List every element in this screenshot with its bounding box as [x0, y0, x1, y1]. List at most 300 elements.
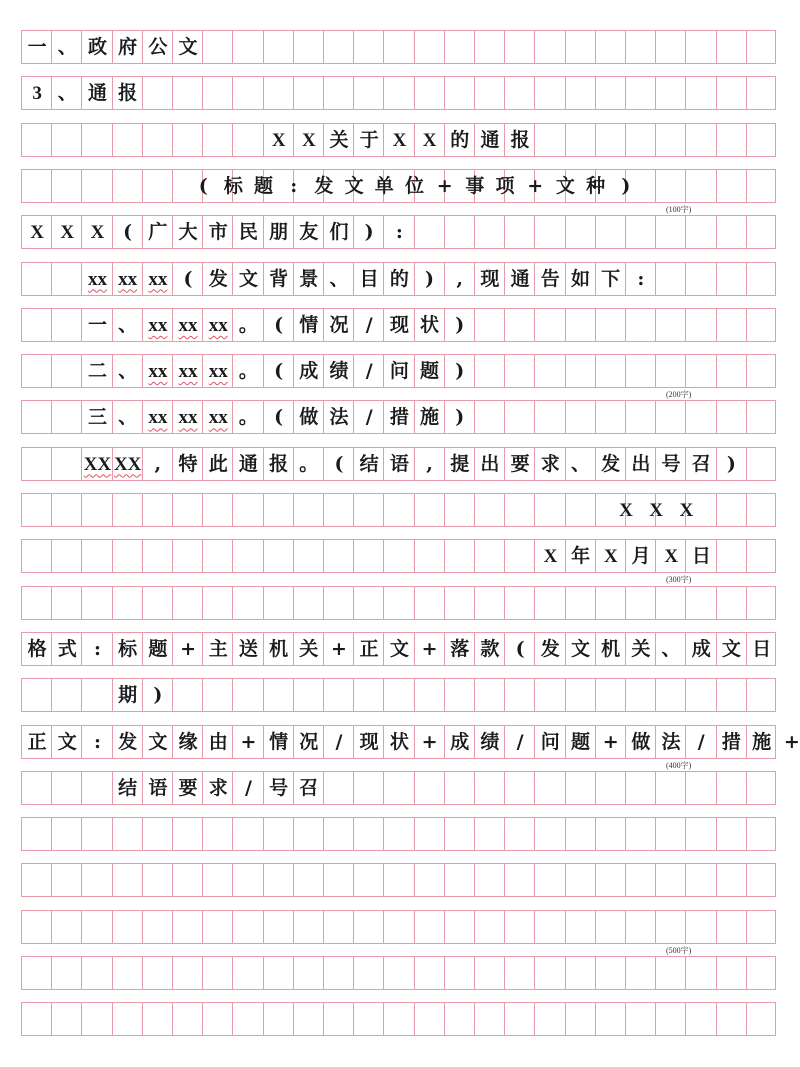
- grid-char: X: [603, 546, 618, 568]
- grid-char: 发: [601, 452, 621, 475]
- grid-cell: [656, 401, 686, 433]
- grid-cell: [475, 216, 505, 248]
- grid-cell: [52, 587, 82, 619]
- grid-cell: [82, 957, 112, 989]
- grid-cell: [294, 1003, 324, 1035]
- grid-char: 做: [631, 730, 651, 753]
- grid-char: 发: [314, 174, 334, 197]
- grid-char: :: [290, 174, 298, 197]
- grid-cell: [384, 540, 414, 572]
- grid-cell: [626, 587, 656, 619]
- grid-char: (: [334, 452, 344, 475]
- grid-cell: [82, 818, 112, 850]
- grid-cell: [22, 448, 52, 480]
- grid-char: 关: [329, 128, 349, 151]
- grid-char: 机: [269, 637, 289, 660]
- grid-cell: [686, 355, 716, 387]
- grid-char: 的: [450, 128, 470, 151]
- grid-char: /: [335, 730, 343, 753]
- grid-char: /: [697, 730, 705, 753]
- grid-cell: [203, 77, 233, 109]
- grid-cell: [354, 31, 384, 63]
- grid-cell: [384, 1003, 414, 1035]
- grid-char: 特: [178, 452, 198, 475]
- grid-cell: [173, 494, 203, 526]
- grid-cell: [415, 772, 445, 804]
- grid-cell: [22, 679, 52, 711]
- grid-cell: [82, 124, 112, 156]
- grid-cell: [354, 540, 384, 572]
- grid-cell: [22, 124, 52, 156]
- grid-cell: [535, 587, 565, 619]
- grid-cell: [596, 818, 626, 850]
- grid-row: [21, 863, 776, 897]
- grid-char: 下: [601, 267, 621, 290]
- grid-cell: [566, 401, 596, 433]
- grid-cell: [445, 818, 475, 850]
- grid-char: 机: [601, 637, 621, 660]
- grid-cell: [52, 1003, 82, 1035]
- grid-char: 现: [480, 267, 500, 290]
- grid-cell: [535, 494, 565, 526]
- grid-cell: [22, 401, 52, 433]
- grid-cell: [384, 911, 414, 943]
- grid-char: 年: [571, 545, 591, 568]
- grid-cell: [566, 31, 596, 63]
- grid-cell: [233, 818, 263, 850]
- grid-char: (: [274, 406, 284, 429]
- grid-char: 施: [420, 406, 440, 429]
- grid-char: 文: [57, 730, 77, 753]
- grid-cell: [535, 216, 565, 248]
- grid-char: 现: [359, 730, 379, 753]
- text-line: [264, 124, 536, 156]
- text-line: [22, 77, 143, 109]
- grid-cell: [294, 864, 324, 896]
- grid-char: xx: [148, 407, 168, 429]
- grid-cell: [384, 31, 414, 63]
- grid-char: 问: [540, 730, 560, 753]
- grid-char: 结: [118, 776, 138, 799]
- grid-cell: [384, 772, 414, 804]
- grid-char: 关: [631, 637, 651, 660]
- grid-char: X: [392, 129, 407, 151]
- grid-char: 、: [118, 406, 138, 429]
- grid-cell: [22, 263, 52, 295]
- grid-row: [21, 956, 776, 990]
- grid-cell: [475, 309, 505, 341]
- grid-cell: [233, 679, 263, 711]
- grid-cell: [354, 494, 384, 526]
- grid-cell: [535, 401, 565, 433]
- grid-char: 种: [586, 174, 606, 197]
- grid-cell: [143, 587, 173, 619]
- grid-char: xx: [208, 314, 228, 336]
- grid-cell: [475, 1003, 505, 1035]
- grid-char: 报: [269, 452, 289, 475]
- grid-char: 格: [27, 637, 47, 660]
- grid-cell: [52, 772, 82, 804]
- grid-cell: [535, 772, 565, 804]
- grid-cell: [52, 124, 82, 156]
- grid-cell: [566, 216, 596, 248]
- word-count-note: (500字): [666, 945, 692, 955]
- grid-cell: [82, 494, 112, 526]
- grid-cell: [143, 957, 173, 989]
- grid-char: 月: [631, 545, 651, 568]
- grid-char: 由: [208, 730, 228, 753]
- grid-char: 文: [148, 730, 168, 753]
- grid-cell: [415, 216, 445, 248]
- grid-cell: [264, 911, 294, 943]
- grid-cell: [717, 355, 747, 387]
- grid-cell: [505, 31, 535, 63]
- grid-cell: [656, 170, 686, 202]
- grid-cell: [324, 818, 354, 850]
- grid-char: 施: [752, 730, 772, 753]
- grid-cell: [324, 1003, 354, 1035]
- grid-char: 发: [208, 267, 228, 290]
- grid-char: 出: [631, 452, 651, 475]
- grid-cell: [596, 587, 626, 619]
- grid-cell: [52, 540, 82, 572]
- grid-cell: [686, 679, 716, 711]
- grid-char: 单: [374, 174, 394, 197]
- grid-cell: [656, 864, 686, 896]
- grid-cell: [656, 818, 686, 850]
- grid-char: 号: [269, 776, 289, 799]
- grid-cell: [445, 540, 475, 572]
- grid-row: [21, 493, 776, 527]
- grid-row: [21, 447, 776, 481]
- grid-cell: [445, 911, 475, 943]
- grid-cell: [294, 587, 324, 619]
- grid-cell: [113, 587, 143, 619]
- grid-char: 文: [178, 36, 198, 58]
- grid-cell: [354, 77, 384, 109]
- grid-cell: [233, 1003, 263, 1035]
- grid-cell: [475, 818, 505, 850]
- grid-cell: [143, 864, 173, 896]
- grid-char: +: [240, 730, 257, 753]
- text-line: [188, 170, 641, 202]
- text-line: [113, 772, 324, 804]
- grid-char: 事: [465, 174, 485, 197]
- grid-char: 、: [57, 82, 77, 105]
- grid-char: 正: [359, 637, 379, 660]
- grid-cell: [445, 1003, 475, 1035]
- grid-cell: [535, 124, 565, 156]
- grid-cell: [384, 864, 414, 896]
- grid-cell: [415, 679, 445, 711]
- grid-cell: [52, 401, 82, 433]
- grid-char: 位: [404, 174, 424, 197]
- word-count-note: (100字): [666, 204, 692, 214]
- grid-char: 召: [691, 452, 711, 475]
- grid-cell: [656, 263, 686, 295]
- grid-row: [21, 678, 776, 712]
- grid-cell: [686, 124, 716, 156]
- grid-cell: [203, 587, 233, 619]
- grid-cell: [475, 31, 505, 63]
- grid-cell: [173, 77, 203, 109]
- grid-char: 情: [269, 730, 289, 753]
- grid-char: 报: [118, 82, 138, 105]
- grid-cell: [717, 77, 747, 109]
- grid-cell: [717, 216, 747, 248]
- grid-char: 要: [510, 452, 530, 475]
- grid-cell: [596, 77, 626, 109]
- grid-char: xx: [208, 361, 228, 383]
- grid-cell: [596, 679, 626, 711]
- grid-char: X: [679, 500, 694, 521]
- grid-char: ): [364, 221, 374, 244]
- grid-char: 标: [118, 637, 138, 660]
- grid-cell: [203, 124, 233, 156]
- grid-row: [21, 123, 776, 157]
- grid-cell: [686, 911, 716, 943]
- grid-cell: [354, 772, 384, 804]
- grid-cell: [686, 401, 716, 433]
- grid-char: 文: [238, 267, 258, 290]
- grid-char: (: [274, 360, 284, 383]
- grid-cell: [294, 540, 324, 572]
- grid-cell: [415, 818, 445, 850]
- grid-cell: [203, 494, 233, 526]
- grid-char: 、: [57, 36, 77, 58]
- grid-cell: [596, 957, 626, 989]
- grid-cell: [445, 587, 475, 619]
- grid-cell: [535, 818, 565, 850]
- grid-cell: [233, 77, 263, 109]
- grid-cell: [264, 679, 294, 711]
- grid-cell: [82, 864, 112, 896]
- grid-cell: [596, 309, 626, 341]
- grid-cell: [505, 818, 535, 850]
- grid-char: xx: [208, 407, 228, 429]
- grid-cell: [686, 864, 716, 896]
- grid-char: 关: [299, 637, 319, 660]
- grid-cell: [113, 124, 143, 156]
- grid-char: +: [331, 637, 347, 660]
- grid-cell: [22, 309, 52, 341]
- grid-cell: [22, 772, 52, 804]
- word-count-note: (400字): [666, 760, 692, 770]
- grid-cell: [203, 957, 233, 989]
- grid-cell: [566, 911, 596, 943]
- grid-cell: [535, 309, 565, 341]
- grid-char: 成: [691, 637, 711, 660]
- grid-cell: [82, 170, 112, 202]
- grid-cell: [626, 216, 656, 248]
- grid-cell: [475, 864, 505, 896]
- grid-cell: [445, 216, 475, 248]
- grid-cell: [656, 309, 686, 341]
- grid-row: [21, 586, 776, 620]
- grid-char: :: [637, 267, 645, 290]
- grid-char: 措: [389, 406, 409, 429]
- grid-char: /: [365, 406, 373, 429]
- grid-cell: [686, 772, 716, 804]
- grid-cell: [324, 911, 354, 943]
- grid-cell: [324, 772, 354, 804]
- grid-cell: [264, 31, 294, 63]
- grid-char: X: [619, 500, 633, 521]
- grid-cell: [384, 587, 414, 619]
- grid-cell: [566, 864, 596, 896]
- grid-char: 3: [32, 83, 42, 105]
- grid-cell: [626, 1003, 656, 1035]
- grid-row: [21, 725, 800, 759]
- grid-cell: [415, 587, 445, 619]
- grid-cell: [22, 1003, 52, 1035]
- grid-char: 发: [540, 637, 560, 660]
- grid-char: 情: [299, 313, 319, 336]
- grid-cell: [324, 957, 354, 989]
- grid-cell: [717, 957, 747, 989]
- grid-cell: [686, 170, 716, 202]
- grid-cell: [52, 911, 82, 943]
- grid-char: X: [649, 500, 664, 521]
- grid-cell: [384, 494, 414, 526]
- grid-cell: [143, 1003, 173, 1035]
- grid-char: 们: [329, 221, 349, 244]
- grid-char: (: [198, 174, 208, 197]
- grid-char: 如: [570, 267, 590, 290]
- grid-char: ): [153, 684, 163, 707]
- grid-char: 求: [208, 776, 228, 799]
- grid-cell: [566, 309, 596, 341]
- grid-cell: [656, 124, 686, 156]
- grid-cell: [294, 911, 324, 943]
- grid-cell: [22, 494, 52, 526]
- grid-char: :: [93, 637, 101, 660]
- grid-cell: [596, 124, 626, 156]
- grid-char: (: [515, 637, 525, 660]
- grid-cell: [535, 864, 565, 896]
- grid-cell: [264, 77, 294, 109]
- grid-char: 广: [148, 221, 168, 244]
- grid-cell: [505, 401, 535, 433]
- grid-cell: [717, 679, 747, 711]
- grid-cell: [264, 587, 294, 619]
- grid-char: 的: [389, 267, 409, 290]
- grid-cell: [475, 540, 505, 572]
- grid-cell: [596, 355, 626, 387]
- grid-cell: [113, 170, 143, 202]
- grid-cell: [717, 864, 747, 896]
- grid-char: 做: [299, 406, 319, 429]
- grid-cell: [82, 540, 112, 572]
- text-line: [82, 448, 746, 480]
- grid-cell: [505, 911, 535, 943]
- grid-cell: [566, 818, 596, 850]
- grid-char: 法: [661, 730, 681, 753]
- grid-char: /: [365, 360, 373, 383]
- grid-char: X: [90, 222, 105, 244]
- grid-cell: [475, 355, 505, 387]
- text-line: [611, 494, 702, 526]
- grid-char: 法: [329, 406, 349, 429]
- grid-char: 期: [118, 684, 138, 707]
- grid-cell: [626, 124, 656, 156]
- grid-cell: [52, 448, 82, 480]
- grid-cell: [445, 679, 475, 711]
- grid-cell: [52, 864, 82, 896]
- grid-char: +: [421, 730, 438, 753]
- grid-cell: [22, 540, 52, 572]
- grid-cell: [626, 355, 656, 387]
- grid-char: 日: [691, 545, 711, 568]
- grid-cell: [203, 679, 233, 711]
- grid-cell: [173, 124, 203, 156]
- grid-row: [21, 771, 776, 805]
- grid-char: 通: [238, 452, 258, 475]
- grid-char: (: [123, 221, 133, 244]
- grid-char: 三: [87, 406, 107, 429]
- grid-char: 状: [420, 313, 440, 336]
- grid-cell: [82, 1003, 112, 1035]
- grid-cell: [264, 864, 294, 896]
- grid-cell: [626, 77, 656, 109]
- grid-cell: [535, 77, 565, 109]
- grid-char: 出: [480, 452, 500, 475]
- grid-cell: [505, 679, 535, 711]
- grid-char: 结: [359, 452, 379, 475]
- grid-char: 、: [329, 267, 349, 290]
- grid-cell: [233, 494, 263, 526]
- text-line: [22, 216, 414, 248]
- word-count-note: (300字): [666, 575, 692, 585]
- grid-char: 标: [223, 174, 243, 197]
- grid-cell: [22, 957, 52, 989]
- grid-cell: [82, 911, 112, 943]
- grid-cell: [143, 124, 173, 156]
- grid-cell: [203, 864, 233, 896]
- grid-cell: [445, 31, 475, 63]
- grid-cell: [324, 679, 354, 711]
- grid-char: 文: [570, 637, 590, 660]
- grid-cell: [324, 587, 354, 619]
- grid-cell: [294, 494, 324, 526]
- grid-cell: [52, 309, 82, 341]
- text-line: [82, 263, 656, 295]
- grid-cell: [294, 957, 324, 989]
- grid-cell: [686, 1003, 716, 1035]
- grid-char: xx: [178, 314, 198, 336]
- grid-char: 府: [118, 36, 138, 58]
- grid-cell: [475, 494, 505, 526]
- grid-char: X: [422, 129, 437, 151]
- grid-cell: [505, 77, 535, 109]
- grid-char: 通: [87, 82, 107, 105]
- grid-cell: [143, 540, 173, 572]
- grid-row: [21, 308, 776, 342]
- grid-char: 题: [254, 174, 274, 197]
- grid-cell: [717, 772, 747, 804]
- grid-cell: [717, 540, 747, 572]
- grid-cell: [384, 679, 414, 711]
- grid-cell: [294, 679, 324, 711]
- grid-char: 主: [208, 637, 228, 660]
- grid-char: 题: [570, 730, 590, 753]
- grid-cell: [324, 31, 354, 63]
- grid-row: [21, 632, 776, 666]
- grid-char: 一: [27, 36, 47, 58]
- grid-cell: [324, 540, 354, 572]
- grid-cell: [686, 216, 716, 248]
- grid-cell: [113, 818, 143, 850]
